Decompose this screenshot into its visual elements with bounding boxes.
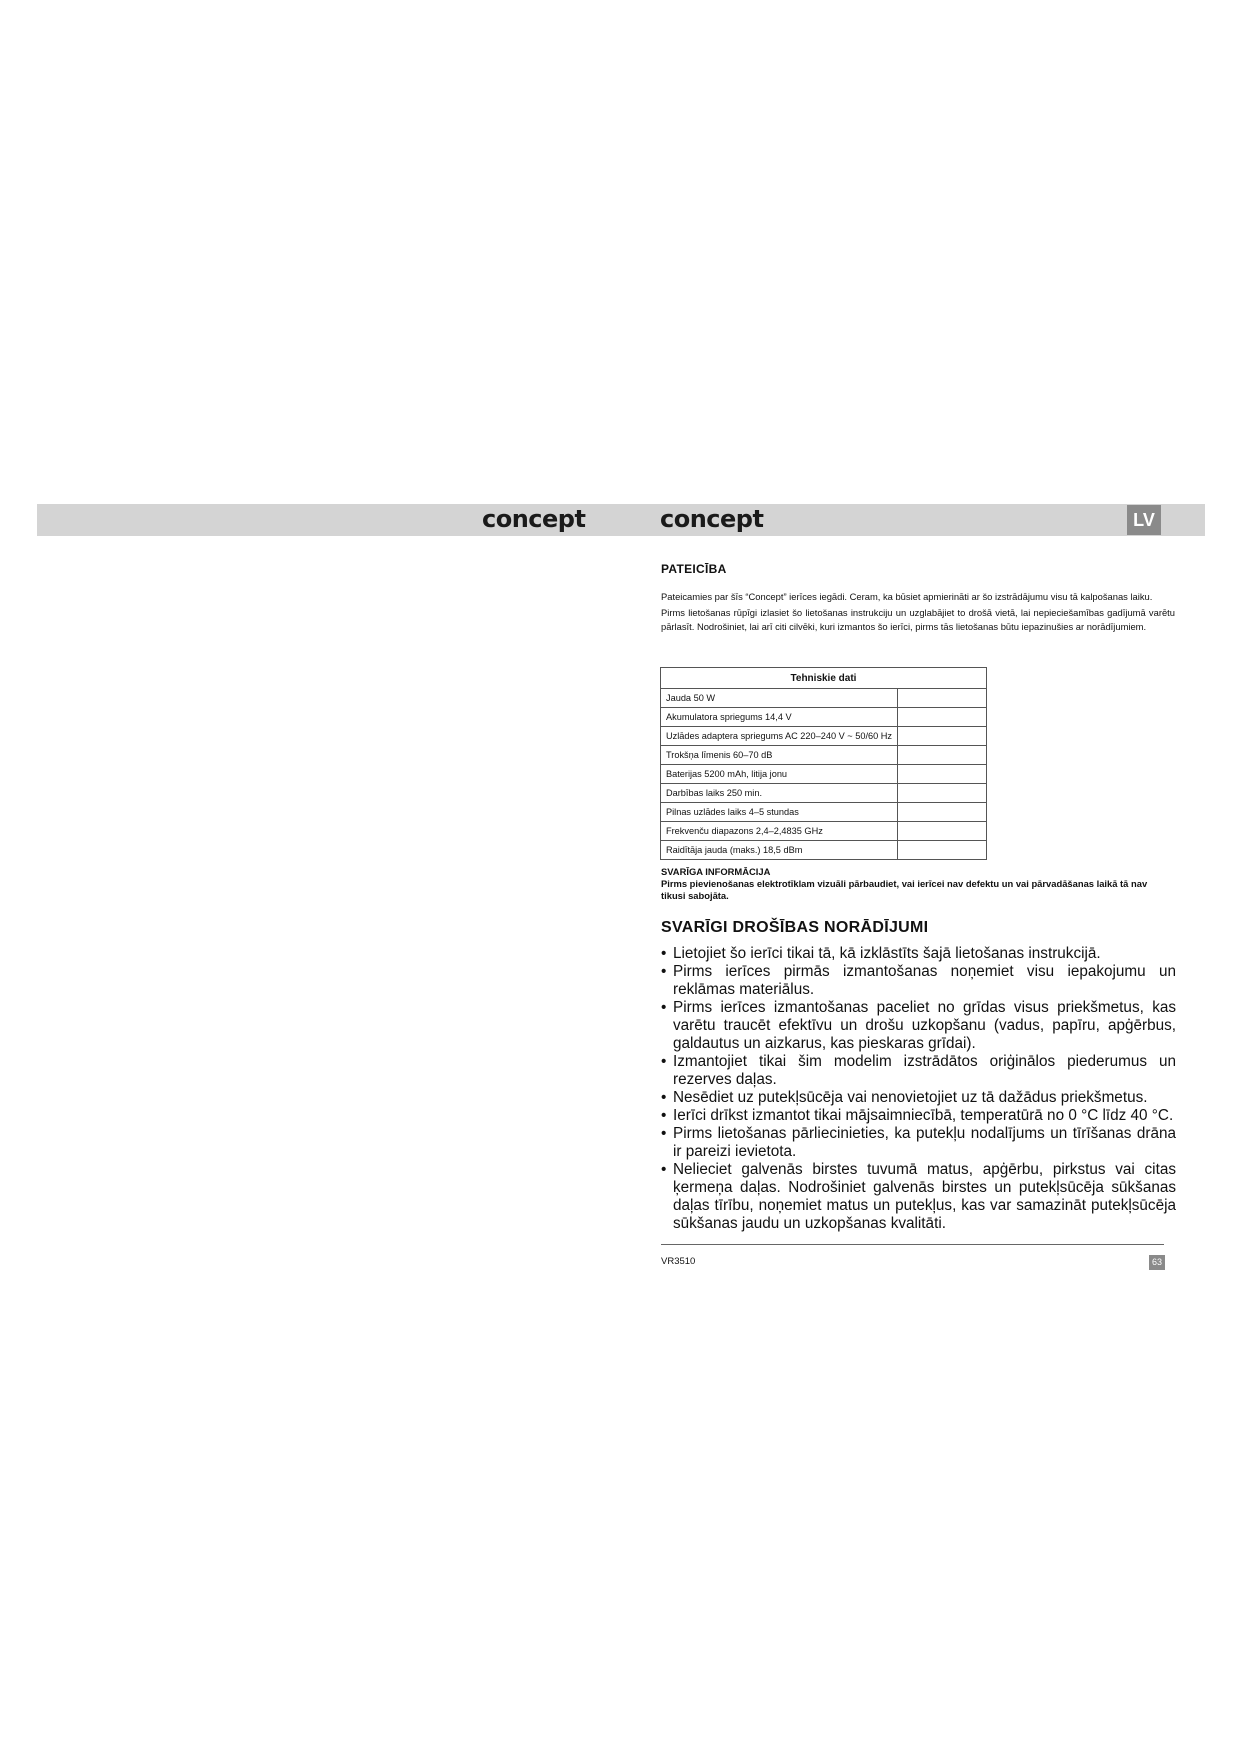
spec-empty-cell	[898, 841, 987, 860]
table-row	[661, 689, 987, 708]
page-number: 63	[1149, 1255, 1165, 1270]
footer-divider	[661, 1244, 1164, 1245]
spec-cell: Pilnas uzlādes laiks 4–5 stundas	[661, 803, 898, 822]
spec-cell: Darbības laiks 250 min.	[661, 784, 898, 803]
spec-empty-cell	[898, 708, 987, 727]
table-row	[661, 727, 987, 746]
important-info-text: Pirms pievienošanas elektrotīklam vizuāli pārbaudiet, vai ierīcei nav defektu un vai pārvadāšanas laikā tā nav tikusi sabojāta.	[661, 878, 1148, 901]
spec-empty-cell	[898, 689, 987, 708]
header-band	[37, 504, 1205, 536]
list-item: • Nelieciet galvenās birstes tuvumā matus, apģērbu, pirkstus vai citas ķermeņa daļas. Nodrošiniet galvenās birstes un putekļsūcēja sūkšanas daļas tīrību, noņemiet matus un putekļus, kas var samazināt putekļsūcēja sūkšanas jaudu un uzkopšanas kvalitāti.	[661, 1161, 1176, 1233]
intro-paragraph-2: Pirms lietošanas rūpīgi izlasiet šo lietošanas instrukciju un uzglabājiet to drošā vietā, lai nepieciešamības gadījumā varētu pārlasīt. Nodrošiniet, lai arī citi cilvēki, kuri izmantos šo ierīci, pirms tās lietošanas būtu iepazinušies ar norādījumiem.	[661, 607, 1175, 632]
important-info	[661, 866, 1171, 902]
brand-logo-left: concept	[482, 505, 586, 533]
spec-cell: Akumulatora spriegums 14,4 V	[661, 708, 898, 727]
table-row	[661, 765, 987, 784]
language-badge: LV	[1127, 505, 1161, 535]
list-item: • Pirms lietošanas pārliecinieties, ka putekļu nodalījums un tīrīšanas drāna ir pareizi ievietota.	[661, 1125, 1176, 1161]
list-item: • Nesēdiet uz putekļsūcēja vai nenovietojiet uz tā dažādus priekšmetus.	[661, 1089, 1176, 1107]
list-item: • Pirms ierīces izmantošanas paceliet no grīdas visus priekšmetus, kas varētu traucēt efektīvu un drošu uzkopšanu (vadus, papīru, apģērbus, galdautus un aizkarus, kas pieskaras grīdai).	[661, 999, 1176, 1053]
spec-empty-cell	[898, 822, 987, 841]
table-row	[661, 708, 987, 727]
table-row	[661, 841, 987, 860]
intro-title: PATEICĪBA	[661, 562, 727, 576]
spec-empty-cell	[898, 746, 987, 765]
table-row	[661, 822, 987, 841]
spec-cell: Uzlādes adaptera spriegums AC 220–240 V ~ 50/60 Hz	[661, 727, 898, 746]
table-row	[661, 746, 987, 765]
spec-table-title: Tehniskie dati	[661, 668, 987, 689]
spec-cell: Jauda 50 W	[661, 689, 898, 708]
footer-model: VR3510	[661, 1256, 696, 1267]
spec-cell: Baterijas 5200 mAh, litija jonu	[661, 765, 898, 784]
list-item: • Ierīci drīkst izmantot tikai mājsaimniecībā, temperatūrā no 0 °C līdz 40 °C.	[661, 1107, 1176, 1125]
list-item: • Pirms ierīces pirmās izmantošanas noņemiet visu iepakojumu un reklāmas materiālus.	[661, 963, 1176, 999]
spec-empty-cell	[898, 727, 987, 746]
intro-section	[661, 560, 1175, 636]
spec-cell: Raidītāja jauda (maks.) 18,5 dBm	[661, 841, 898, 860]
spec-cell: Frekvenču diapazons 2,4–2,4835 GHz	[661, 822, 898, 841]
table-row	[661, 784, 987, 803]
list-item: • Lietojiet šo ierīci tikai tā, kā izklāstīts šajā lietošanas instrukcijā.	[661, 945, 1176, 963]
important-info-title: SVARĪGA INFORMĀCIJA	[661, 866, 771, 877]
spec-cell: Trokšņa līmenis 60–70 dB	[661, 746, 898, 765]
spec-table	[660, 667, 987, 860]
safety-heading: SVARĪGI DROŠĪBAS NORĀDĪJUMI	[661, 919, 929, 936]
list-item: • Izmantojiet tikai šim modelim izstrādātos oriģinālos piederumus un rezerves daļas.	[661, 1053, 1176, 1089]
intro-paragraph-1: Pateicamies par šīs “Concept” ierīces iegādi. Ceram, ka būsiet apmierināti ar šo izstrādājumu visu tā kalpošanas laiku.	[661, 591, 1153, 602]
brand-logo-right: concept	[660, 505, 764, 533]
safety-list	[661, 945, 1176, 1233]
spec-empty-cell	[898, 784, 987, 803]
spec-empty-cell	[898, 765, 987, 784]
table-row	[661, 803, 987, 822]
spec-empty-cell	[898, 803, 987, 822]
